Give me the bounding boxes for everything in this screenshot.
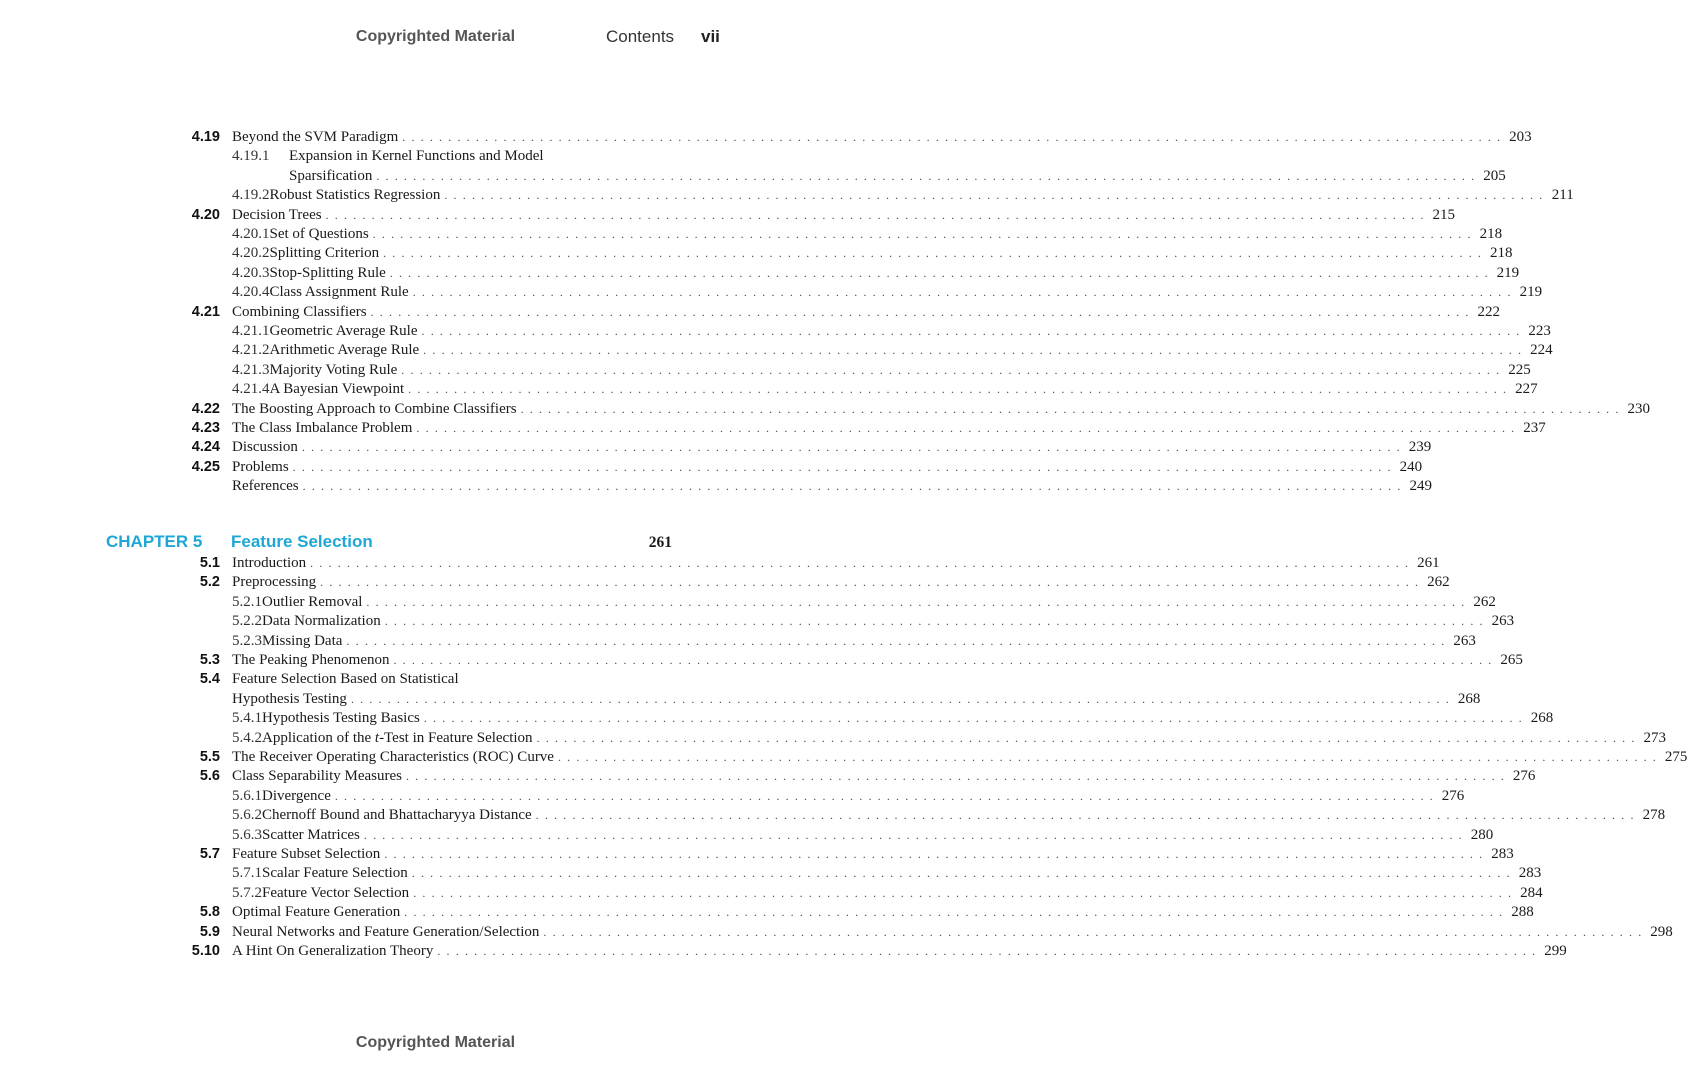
toc-entry[interactable]: [140, 806, 1666, 825]
leader-dots: . . . . . . . . . . . . . . . . . . . . . . . . . . . . . . . . . . . . . . . . . . . . . . . . . . . . . . . . . . . . . . . . . . . . . . . . . . . . . . . . . . . . . . . . . . . . . . . . . . . . . . . . . . . . . . . . . . . . . . . .: [411, 866, 1512, 881]
entry-title: Neural Networks and Feature Generation/Selection: [232, 923, 540, 940]
entry-title: Stop-Splitting Rule: [269, 264, 386, 281]
entry-page-number: 203: [1509, 129, 1532, 145]
entry-title: Hypothesis Testing: [232, 690, 347, 707]
entry-title: Arithmetic Average Rule: [269, 342, 420, 359]
subsection-number: 5.7.1: [232, 865, 262, 882]
entry-page-number: 205: [1483, 167, 1506, 184]
toc-entry[interactable]: [140, 826, 1494, 845]
toc-entry[interactable]: [140, 167, 1506, 186]
entry-title: Application of the t-Test in Feature Selection: [262, 729, 533, 746]
entry-page-number: 283: [1518, 865, 1542, 882]
entry-title: Hypothesis Testing Basics: [262, 710, 420, 727]
entry-page-number: 273: [1643, 729, 1666, 746]
entry-title: Majority Voting Rule: [269, 361, 398, 378]
entry-title: Feature Vector Selection: [262, 884, 410, 901]
toc-entry[interactable]: [140, 322, 1551, 341]
entry-title: Optimal Feature Generation: [232, 904, 401, 921]
leader-dots: . . . . . . . . . . . . . . . . . . . . . . . . . . . . . . . . . . . . . . . . . . . . . . . . . . . . . . . . . . . . . . . . . . . . . . . . . . . . . . . . . . . . . . . . . . . . . . . . . . . . . . . . . . . . . . . . . . . . . . . .: [376, 168, 1476, 183]
chapter-label: CHAPTER 5: [106, 532, 203, 551]
entry-title: Outlier Removal: [262, 593, 363, 610]
entry-page-number: 215: [1432, 206, 1455, 223]
leader-dots: . . . . . . . . . . . . . . . . . . . . . . . . . . . . . . . . . . . . . . . . . . . . . . . . . . . . . . . . . . . . . . . . . . . . . . . . . . . . . . . . . . . . . . . . . . . . . . . . . . . . . . . . . . . . . . . . . . . . . . . .: [383, 246, 1483, 261]
entry-page-number: 218: [1479, 226, 1503, 242]
chapter-page: 261: [648, 534, 672, 551]
subsection-number: 4.20.4: [232, 284, 270, 301]
entry-page-number: 268: [1457, 690, 1481, 707]
leader-dots: . . . . . . . . . . . . . . . . . . . . . . . . . . . . . . . . . . . . . . . . . . . . . . . . . . . . . . . . . . . . . . . . . . . . . . . . . . . . . . . . . . . . . . . . . . . . . . . . . . . . . . . . . . . . . . . . . . . . . . . .: [413, 885, 1513, 900]
entry-page-number: 283: [1491, 846, 1514, 862]
toc-entry[interactable]: [140, 419, 1546, 438]
entry-page-number: 261: [1417, 555, 1440, 571]
toc-entry[interactable]: [140, 748, 1687, 767]
entry-title: The Class Imbalance Problem: [232, 420, 413, 436]
toc-entry[interactable]: [140, 206, 1455, 225]
toc-entry[interactable]: [140, 593, 1496, 612]
toc-entry[interactable]: [140, 438, 1432, 457]
subsection-number: 4.21.3: [232, 361, 270, 378]
leader-dots: . . . . . . . . . . . . . . . . . . . . . . . . . . . . . . . . . . . . . . . . . . . . . . . . . . . . . . . . . . . . . . . . . . . . . . . . . . . . . . . . . . . . . . . . . . . . . . . . . . . . . . . . . . . . . . . . . . . . . . . .: [334, 788, 1435, 803]
toc-entry[interactable]: [140, 244, 1513, 263]
entry-page-number: 249: [1409, 478, 1433, 495]
leader-dots: . . . . . . . . . . . . . . . . . . . . . . . . . . . . . . . . . . . . . . . . . . . . . . . . . . . . . . . . . . . . . . . . . . . . . . . . . . . . . . . . . . . . . . . . . . . . . . . . . . . . . . . . . . . . . . . . . . . . . . . .: [535, 808, 1636, 823]
leader-dots: . . . . . . . . . . . . . . . . . . . . . . . . . . . . . . . . . . . . . . . . . . . . . . . . . . . . . . . . . . . . . . . . . . . . . . . . . . . . . . . . . . . . . . . . . . . . . . . . . . . . . . . . . . . . . . . . . . . . . . . .: [437, 944, 1537, 958]
entry-title: The Peaking Phenomenon: [232, 652, 390, 668]
leader-dots: . . . . . . . . . . . . . . . . . . . . . . . . . . . . . . . . . . . . . . . . . . . . . . . . . . . . . . . . . . . . . . . . . . . . . . . . . . . . . . . . . . . . . . . . . . . . . . . . . . . . . . . . . . . . . . . . . . . . . . . .: [557, 750, 1658, 764]
leader-dots: . . . . . . . . . . . . . . . . . . . . . . . . . . . . . . . . . . . . . . . . . . . . . . . . . . . . . . . . . . . . . . . . . . . . . . . . . . . . . . . . . . . . . . . . . . . . . . . . . . . . . . . . . . . . . . . . . . . . . . . .: [421, 324, 1521, 338]
subsection-number: 4.20.2: [232, 245, 270, 262]
entry-title: Geometric Average Rule: [269, 323, 418, 339]
section-number: 4.22: [191, 400, 220, 417]
toc-entry[interactable]: [140, 690, 1481, 709]
leader-dots: . . . . . . . . . . . . . . . . . . . . . . . . . . . . . . . . . . . . . . . . . . . . . . . . . . . . . . . . . . . . . . . . . . . . . . . . . . . . . . . . . . . . . . . . . . . . . . . . . . . . . . . . . . . . . . . . . . . . . . . .: [393, 653, 1493, 667]
leader-dots: . . . . . . . . . . . . . . . . . . . . . . . . . . . . . . . . . . . . . . . . . . . . . . . . . . . . . . . . . . . . . . . . . . . . . . . . . . . . . . . . . . . . . . . . . . . . . . . . . . . . . . . . . . . . . . . . . . . . . . . .: [292, 459, 1393, 474]
entry-page-number: 224: [1530, 342, 1553, 359]
leader-dots: . . . . . . . . . . . . . . . . . . . . . . . . . . . . . . . . . . . . . . . . . . . . . . . . . . . . . . . . . . . . . . . . . . . . . . . . . . . . . . . . . . . . . . . . . . . . . . . . . . . . . . . . . . . . . . . . . . . . . . . .: [412, 285, 1513, 300]
entry-title: Class Assignment Rule: [269, 284, 409, 301]
leader-dots: . . . . . . . . . . . . . . . . . . . . . . . . . . . . . . . . . . . . . . . . . . . . . . . . . . . . . . . . . . . . . . . . . . . . . . . . . . . . . . . . . . . . . . . . . . . . . . . . . . . . . . . . . . . . . . . . . . . . . . . .: [363, 827, 1464, 842]
leader-dots: . . . . . . . . . . . . . . . . . . . . . . . . . . . . . . . . . . . . . . . . . . . . . . . . . . . . . . . . . . . . . . . . . . . . . . . . . . . . . . . . . . . . . . . . . . . . . . . . . . . . . . . . . . . . . . . . . . . . . . . .: [384, 847, 1484, 861]
leader-dots: . . . . . . . . . . . . . . . . . . . . . . . . . . . . . . . . . . . . . . . . . . . . . . . . . . . . . . . . . . . . . . . . . . . . . . . . . . . . . . . . . . . . . . . . . . . . . . . . . . . . . . . . . . . . . . . . . . . . . . . .: [401, 362, 1501, 377]
toc-entry[interactable]: [140, 477, 1433, 496]
entry-page-number: 275: [1664, 749, 1687, 765]
entry-page-number: 284: [1520, 884, 1543, 901]
entry-title: The Boosting Approach to Combine Classifiers: [232, 400, 517, 417]
section-number: 4.23: [191, 420, 220, 436]
leader-dots: . . . . . . . . . . . . . . . . . . . . . . . . . . . . . . . . . . . . . . . . . . . . . . . . . . . . . . . . . . . . . . . . . . . . . . . . . . . . . . . . . . . . . . . . . . . . . . . . . . . . . . . . . . . . . . . . . . . . . . . .: [404, 905, 1504, 920]
leader-dots: . . . . . . . . . . . . . . . . . . . . . . . . . . . . . . . . . . . . . . . . . . . . . . . . . . . . . . . . . . . . . . . . . . . . . . . . . . . . . . . . . . . . . . . . . . . . . . . . . . . . . . . . . . . . . . . . . . . . . . . .: [320, 575, 1420, 590]
section-number: 5.9: [199, 923, 220, 940]
subsection-number: 4.21.2: [232, 342, 270, 359]
section-number: 4.20: [191, 206, 220, 223]
entry-page-number: 225: [1508, 361, 1531, 378]
entry-title: Class Separability Measures: [232, 768, 402, 785]
toc-entry[interactable]: [140, 264, 1520, 283]
leader-dots: . . . . . . . . . . . . . . . . . . . . . . . . . . . . . . . . . . . . . . . . . . . . . . . . . . . . . . . . . . . . . . . . . . . . . . . . . . . . . . . . . . . . . . . . . . . . . . . . . . . . . . . . . . . . . . . . . . . . . . . .: [372, 227, 1473, 241]
section-number: 4.21: [191, 303, 220, 320]
toc-entry[interactable]: [140, 787, 1465, 806]
entry-page-number: 240: [1399, 458, 1423, 475]
toc-entry[interactable]: [140, 942, 1567, 961]
entry-title: Feature Subset Selection: [232, 846, 381, 862]
toc-entry[interactable]: [140, 303, 1500, 322]
toc-entry[interactable]: [140, 612, 1515, 631]
entry-title: Decision Trees: [232, 206, 322, 223]
leader-dots: . . . . . . . . . . . . . . . . . . . . . . . . . . . . . . . . . . . . . . . . . . . . . . . . . . . . . . . . . . . . . . . . . . . . . . . . . . . . . . . . . . . . . . . . . . . . . . . . . . . . . . . . . . . . . . . . . . . . . . . .: [444, 188, 1544, 203]
entry-page-number: 265: [1500, 652, 1523, 668]
toc-entry[interactable]: [140, 186, 1574, 205]
leader-dots: . . . . . . . . . . . . . . . . . . . . . . . . . . . . . . . . . . . . . . . . . . . . . . . . . . . . . . . . . . . . . . . . . . . . . . . . . . . . . . . . . . . . . . . . . . . . . . . . . . . . . . . . . . . . . . . . . . . . . . . .: [350, 691, 1451, 706]
entry-title: Expansion in Kernel Functions and Model: [289, 148, 544, 165]
entry-page-number: 211: [1551, 187, 1574, 204]
leader-dots: . . . . . . . . . . . . . . . . . . . . . . . . . . . . . . . . . . . . . . . . . . . . . . . . . . . . . . . . . . . . . . . . . . . . . . . . . . . . . . . . . . . . . . . . . . . . . . . . . . . . . . . . . . . . . . . . . . . . . . . .: [325, 207, 1425, 222]
subsection-number: 4.20.3: [232, 264, 270, 281]
leader-dots: . . . . . . . . . . . . . . . . . . . . . . . . . . . . . . . . . . . . . . . . . . . . . . . . . . . . . . . . . . . . . . . . . . . . . . . . . . . . . . . . . . . . . . . . . . . . . . . . . . . . . . . . . . . . . . . . . . . . . . . .: [310, 556, 1410, 570]
section-number: 5.3: [199, 652, 220, 668]
entry-page-number: 278: [1642, 807, 1666, 824]
section-number: 4.25: [191, 458, 220, 475]
leader-dots: . . . . . . . . . . . . . . . . . . . . . . . . . . . . . . . . . . . . . . . . . . . . . . . . . . . . . . . . . . . . . . . . . . . . . . . . . . . . . . . . . . . . . . . . . . . . . . . . . . . . . . . . . . . . . . . . . . . . . . . .: [389, 265, 1490, 280]
toc-entry[interactable]: [140, 554, 1440, 573]
leader-dots: . . . . . . . . . . . . . . . . . . . . . . . . . . . . . . . . . . . . . . . . . . . . . . . . . . . . . . . . . . . . . . . . . . . . . . . . . . . . . . . . . . . . . . . . . . . . . . . . . . . . . . . . . . . . . . . . . . . . . . . .: [405, 769, 1506, 784]
entry-page-number: 222: [1477, 303, 1500, 320]
entry-title: Scalar Feature Selection: [262, 865, 408, 882]
section-number: 4.19: [191, 129, 220, 145]
entry-title: Robust Statistics Regression: [269, 187, 441, 204]
running-title: Contents: [606, 27, 675, 46]
entry-page-number: 280: [1470, 826, 1494, 843]
entry-page-number: 237: [1523, 420, 1546, 436]
entry-title: Chernoff Bound and Bhattacharyya Distance: [262, 807, 532, 824]
entry-title: Sparsification: [289, 167, 373, 184]
subsection-number: 5.4.1: [232, 710, 262, 727]
entry-title: Problems: [232, 458, 289, 475]
leader-dots: . . . . . . . . . . . . . . . . . . . . . . . . . . . . . . . . . . . . . . . . . . . . . . . . . . . . . . . . . . . . . . . . . . . . . . . . . . . . . . . . . . . . . . . . . . . . . . . . . . . . . . . . . . . . . . . . . . . . . . . .: [384, 614, 1485, 629]
entry-title: A Bayesian Viewpoint: [269, 381, 405, 398]
entry-title: Data Normalization: [262, 613, 381, 630]
entry-page-number: 268: [1530, 710, 1554, 727]
subsection-number: 5.6.1: [232, 787, 262, 804]
leader-dots: . . . . . . . . . . . . . . . . . . . . . . . . . . . . . . . . . . . . . . . . . . . . . . . . . . . . . . . . . . . . . . . . . . . . . . . . . . . . . . . . . . . . . . . . . . . . . . . . . . . . . . . . . . . . . . . . . . . . . . . .: [402, 130, 1502, 144]
entry-page-number: 288: [1511, 904, 1534, 921]
subsection-number: 5.2.1: [232, 593, 262, 610]
entry-page-number: 262: [1427, 574, 1450, 591]
entry-page-number: 263: [1491, 613, 1515, 630]
entry-title: Missing Data: [262, 632, 343, 649]
toc-entry[interactable]: [140, 341, 1553, 360]
leader-dots: . . . . . . . . . . . . . . . . . . . . . . . . . . . . . . . . . . . . . . . . . . . . . . . . . . . . . . . . . . . . . . . . . . . . . . . . . . . . . . . . . . . . . . . . . . . . . . . . . . . . . . . . . . . . . . . . . . . . . . . .: [366, 594, 1466, 609]
leader-dots: . . . . . . . . . . . . . . . . . . . . . . . . . . . . . . . . . . . . . . . . . . . . . . . . . . . . . . . . . . . . . . . . . . . . . . . . . . . . . . . . . . . . . . . . . . . . . . . . . . . . . . . . . . . . . . . . . . . . . . . .: [408, 382, 1508, 397]
entry-page-number: 223: [1528, 323, 1551, 339]
toc-entry[interactable]: [140, 400, 1650, 419]
subsection-number: 4.20.1: [232, 226, 270, 242]
leader-dots: . . . . . . . . . . . . . . . . . . . . . . . . . . . . . . . . . . . . . . . . . . . . . . . . . . . . . . . . . . . . . . . . . . . . . . . . . . . . . . . . . . . . . . . . . . . . . . . . . . . . . . . . . . . . . . . . . . . . . . . .: [543, 924, 1643, 939]
toc-entry[interactable]: [140, 845, 1514, 864]
leader-dots: . . . . . . . . . . . . . . . . . . . . . . . . . . . . . . . . . . . . . . . . . . . . . . . . . . . . . . . . . . . . . . . . . . . . . . . . . . . . . . . . . . . . . . . . . . . . . . . . . . . . . . . . . . . . . . . . . . . . . . . .: [536, 730, 1636, 745]
toc-entry[interactable]: [140, 884, 1543, 903]
toc-entry[interactable]: [140, 923, 1673, 942]
toc-entry[interactable]: [140, 361, 1531, 380]
subsection-number: 5.2.2: [232, 613, 262, 630]
leader-dots: . . . . . . . . . . . . . . . . . . . . . . . . . . . . . . . . . . . . . . . . . . . . . . . . . . . . . . . . . . . . . . . . . . . . . . . . . . . . . . . . . . . . . . . . . . . . . . . . . . . . . . . . . . . . . . . . . . . . . . . .: [520, 401, 1620, 416]
subsection-number: 4.21.1: [232, 323, 270, 339]
toc-entry[interactable]: [140, 380, 1538, 399]
leader-dots: . . . . . . . . . . . . . . . . . . . . . . . . . . . . . . . . . . . . . . . . . . . . . . . . . . . . . . . . . . . . . . . . . . . . . . . . . . . . . . . . . . . . . . . . . . . . . . . . . . . . . . . . . . . . . . . . . . . . . . . .: [423, 711, 1524, 726]
entry-page-number: 263: [1453, 632, 1476, 649]
entry-title: Splitting Criterion: [269, 245, 380, 262]
entry-title: The Receiver Operating Characteristics (ROC) Curve: [232, 749, 554, 765]
entry-title: Divergence: [262, 787, 331, 804]
subsection-number: 5.4.2: [232, 729, 262, 746]
leader-dots: . . . . . . . . . . . . . . . . . . . . . . . . . . . . . . . . . . . . . . . . . . . . . . . . . . . . . . . . . . . . . . . . . . . . . . . . . . . . . . . . . . . . . . . . . . . . . . . . . . . . . . . . . . . . . . . . . . . . . . . .: [302, 479, 1403, 494]
entry-title: Feature Selection Based on Statistical: [232, 671, 459, 688]
entry-page-number: 219: [1519, 284, 1543, 301]
subsection-number: 4.19.2: [232, 187, 270, 204]
page-number: vii: [701, 27, 720, 46]
section-number: 5.10: [191, 943, 220, 959]
entry-title: Combining Classifiers: [232, 303, 367, 320]
subsection-number: 4.19.1: [232, 148, 270, 165]
entry-title: Scatter Matrices: [262, 826, 360, 843]
section-number: 5.6: [199, 768, 220, 785]
entry-title: Introduction: [232, 555, 307, 571]
chapter-title[interactable]: Feature Selection: [231, 532, 373, 551]
entry-title: Preprocessing: [232, 574, 317, 591]
section-number: 5.1: [199, 555, 220, 571]
section-number: 5.8: [199, 904, 220, 921]
section-number: 5.4: [199, 671, 220, 688]
entry-title: Beyond the SVM Paradigm: [232, 129, 399, 145]
toc-entry[interactable]: [140, 458, 1423, 477]
entry-page-number: 298: [1650, 923, 1673, 940]
footer-copyright: Copyrighted Material: [355, 1034, 516, 1051]
entry-page-number: 239: [1408, 439, 1432, 456]
subsection-number: 5.7.2: [232, 884, 262, 901]
leader-dots: . . . . . . . . . . . . . . . . . . . . . . . . . . . . . . . . . . . . . . . . . . . . . . . . . . . . . . . . . . . . . . . . . . . . . . . . . . . . . . . . . . . . . . . . . . . . . . . . . . . . . . . . . . . . . . . . . . . . . . . .: [416, 421, 1516, 435]
leader-dots: . . . . . . . . . . . . . . . . . . . . . . . . . . . . . . . . . . . . . . . . . . . . . . . . . . . . . . . . . . . . . . . . . . . . . . . . . . . . . . . . . . . . . . . . . . . . . . . . . . . . . . . . . . . . . . . . . . . . . . . .: [301, 440, 1402, 455]
entry-page-number: 219: [1496, 264, 1520, 281]
leader-dots: . . . . . . . . . . . . . . . . . . . . . . . . . . . . . . . . . . . . . . . . . . . . . . . . . . . . . . . . . . . . . . . . . . . . . . . . . . . . . . . . . . . . . . . . . . . . . . . . . . . . . . . . . . . . . . . . . . . . . . . .: [423, 343, 1523, 358]
toc-entry[interactable]: [140, 128, 1532, 147]
toc-entry[interactable]: [140, 651, 1523, 670]
toc-entry[interactable]: [140, 767, 1536, 786]
entry-page-number: 276: [1512, 768, 1536, 785]
entry-title: Set of Questions: [269, 226, 369, 242]
subsection-number: 4.21.4: [232, 381, 270, 398]
leader-dots: . . . . . . . . . . . . . . . . . . . . . . . . . . . . . . . . . . . . . . . . . . . . . . . . . . . . . . . . . . . . . . . . . . . . . . . . . . . . . . . . . . . . . . . . . . . . . . . . . . . . . . . . . . . . . . . . . . . . . . . .: [346, 633, 1446, 648]
toc-entry[interactable]: [140, 573, 1450, 592]
entry-page-number: 230: [1627, 400, 1650, 417]
toc-entry[interactable]: [140, 632, 1476, 651]
entry-title: A Hint On Generalization Theory: [232, 943, 434, 959]
entry-page-number: 218: [1490, 245, 1513, 262]
header-copyright: Copyrighted Material: [355, 28, 516, 45]
toc-entry[interactable]: [140, 670, 672, 689]
toc-entry[interactable]: [140, 283, 1543, 302]
toc-entry[interactable]: [140, 709, 1554, 728]
entry-page-number: 262: [1473, 593, 1496, 610]
entry-title: References: [232, 478, 299, 495]
entry-page-number: 299: [1544, 943, 1567, 959]
section-number: 5.7: [199, 846, 220, 862]
toc-entry[interactable]: [140, 729, 1666, 748]
toc-entry[interactable]: [140, 147, 672, 166]
entry-page-number: 227: [1515, 381, 1538, 398]
subsection-number: 5.2.3: [232, 632, 262, 649]
entry-page-number: 276: [1441, 787, 1465, 804]
leader-dots: . . . . . . . . . . . . . . . . . . . . . . . . . . . . . . . . . . . . . . . . . . . . . . . . . . . . . . . . . . . . . . . . . . . . . . . . . . . . . . . . . . . . . . . . . . . . . . . . . . . . . . . . . . . . . . . . . . . . . . . .: [370, 304, 1470, 319]
subsection-number: 5.6.2: [232, 807, 262, 824]
toc-entry[interactable]: [140, 903, 1534, 922]
section-number: 5.2: [199, 574, 220, 591]
subsection-number: 5.6.3: [232, 826, 262, 843]
toc-entry[interactable]: [140, 225, 1503, 244]
section-number: 5.5: [199, 749, 220, 765]
section-number: 4.24: [191, 439, 220, 456]
entry-title: Discussion: [232, 439, 298, 456]
toc-entry[interactable]: [140, 864, 1542, 883]
